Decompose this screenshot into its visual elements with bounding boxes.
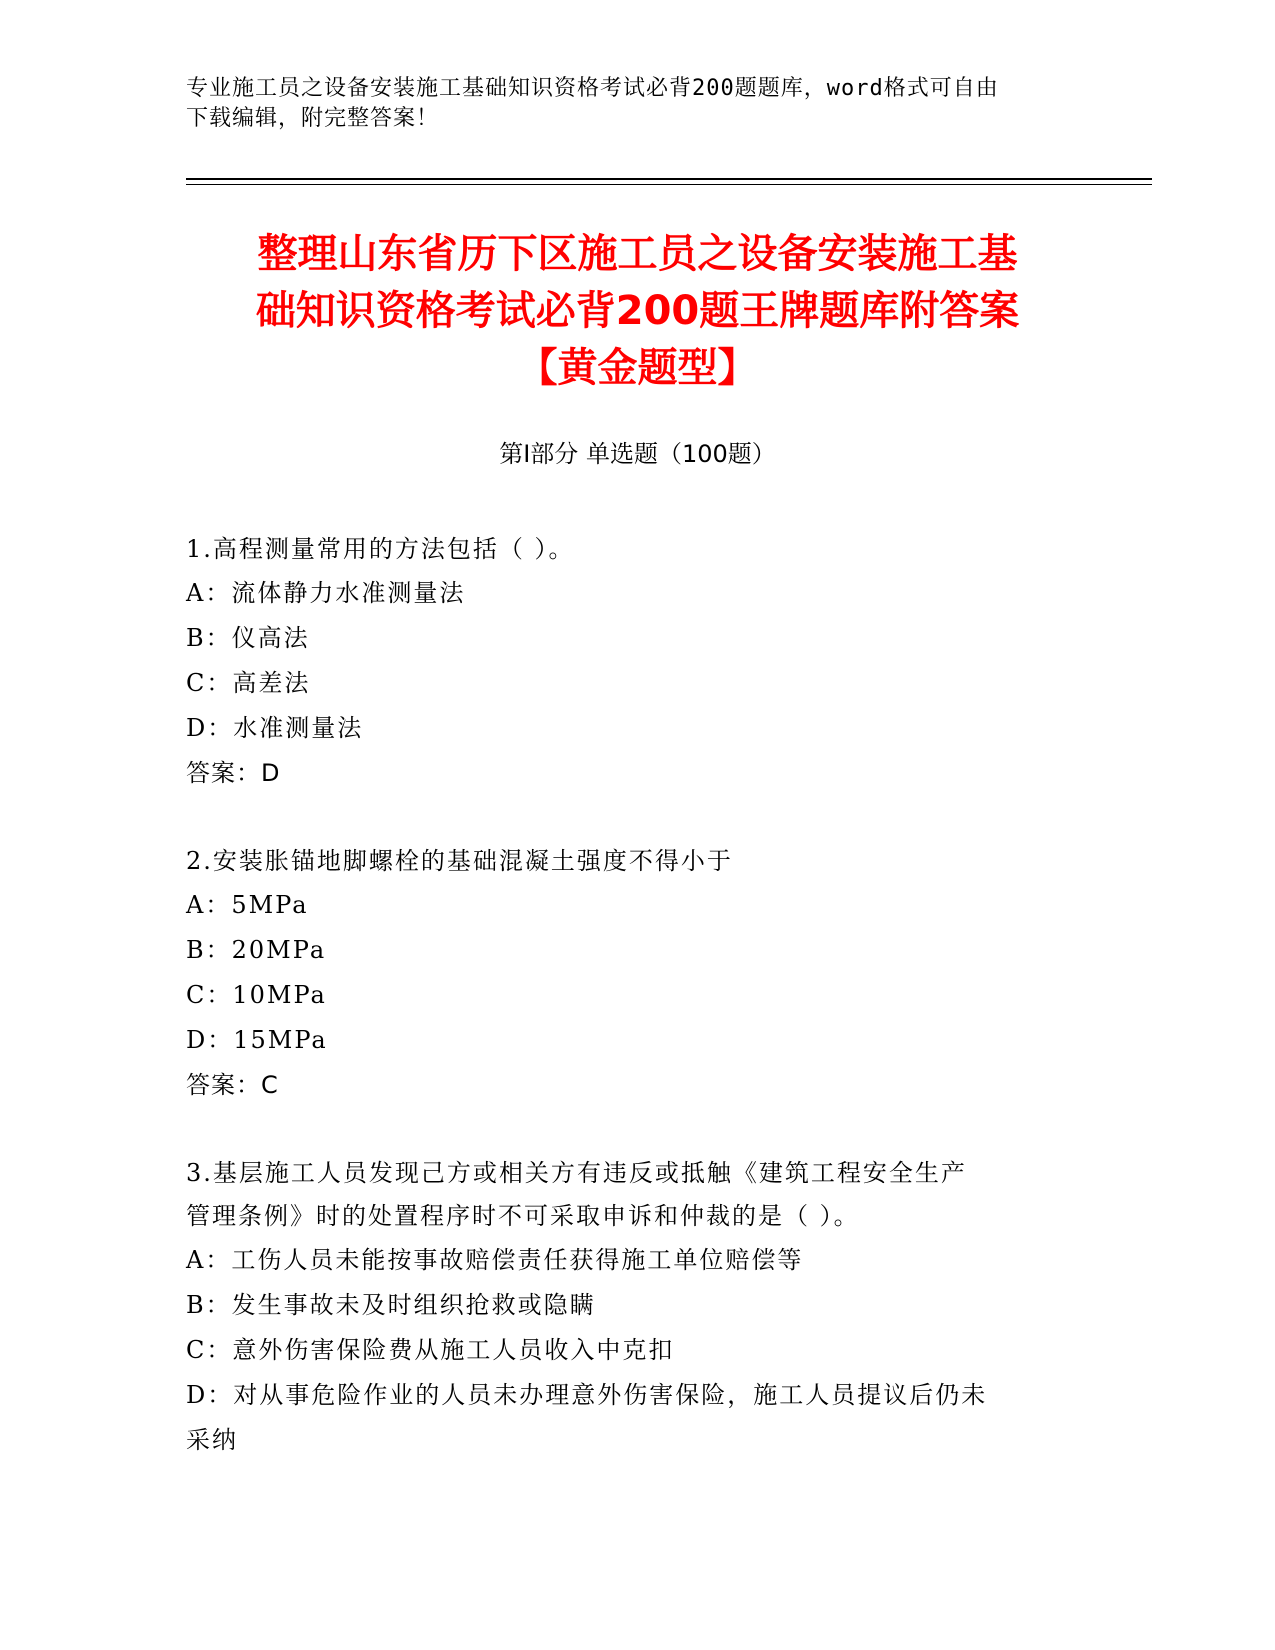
title-line-1: 整理山东省历下区施工员之设备安装施工基	[257, 231, 1018, 277]
option-c: C：高差法	[186, 669, 311, 697]
header-note	[186, 74, 1066, 134]
question-2	[186, 840, 1066, 1108]
question-stem-line-2: 管理条例》时的处置程序时不可采取申诉和仲裁的是（ ）。	[186, 1202, 860, 1230]
header-rule-thin	[186, 184, 1152, 185]
answer-label: 答案：C	[186, 1071, 279, 1099]
option-a: A：工伤人员未能按事故赔偿责任获得施工单位赔偿等	[186, 1246, 804, 1274]
question-list	[186, 528, 1066, 1507]
option-b: B：仪高法	[186, 624, 310, 652]
option-d: D：15MPa	[186, 1026, 328, 1054]
answer-label: 答案：D	[186, 759, 281, 787]
title-line-3: 【黄金题型】	[517, 345, 758, 391]
option-c: C：意外伤害保险费从施工人员收入中克扣	[186, 1336, 675, 1364]
question-1	[186, 528, 1066, 796]
option-d: D：水准测量法	[186, 714, 364, 742]
header-rule-thick	[186, 178, 1152, 180]
option-b: B：发生事故未及时组织抢救或隐瞒	[186, 1291, 596, 1319]
question-stem: 2.安装胀锚地脚螺栓的基础混凝土强度不得小于	[186, 847, 733, 875]
option-d-line-2: 采纳	[186, 1426, 238, 1454]
option-a: A：流体静力水准测量法	[186, 579, 466, 607]
header-note-line-2: 下载编辑，附完整答案！	[186, 106, 440, 131]
option-c: C：10MPa	[186, 981, 327, 1009]
title-line-2: 础知识资格考试必背200题王牌题库附答案	[255, 288, 1020, 334]
section-heading: 第Ⅰ部分 单选题（100题）	[499, 440, 776, 468]
question-stem: 1.高程测量常用的方法包括（ ）。	[186, 535, 575, 563]
option-a: A：5MPa	[186, 891, 309, 919]
question-3	[186, 1152, 1066, 1463]
option-d-line-1: D：对从事危险作业的人员未办理意外伤害保险，施工人员提议后仍未	[186, 1381, 988, 1409]
document-title	[150, 226, 1125, 397]
question-stem-line-1: 3.基层施工人员发现己方或相关方有违反或抵触《建筑工程安全生产	[186, 1159, 967, 1187]
option-b: B：20MPa	[186, 936, 327, 964]
header-note-line-1: 专业施工员之设备安装施工基础知识资格考试必背200题题库，word格式可自由	[186, 76, 999, 101]
